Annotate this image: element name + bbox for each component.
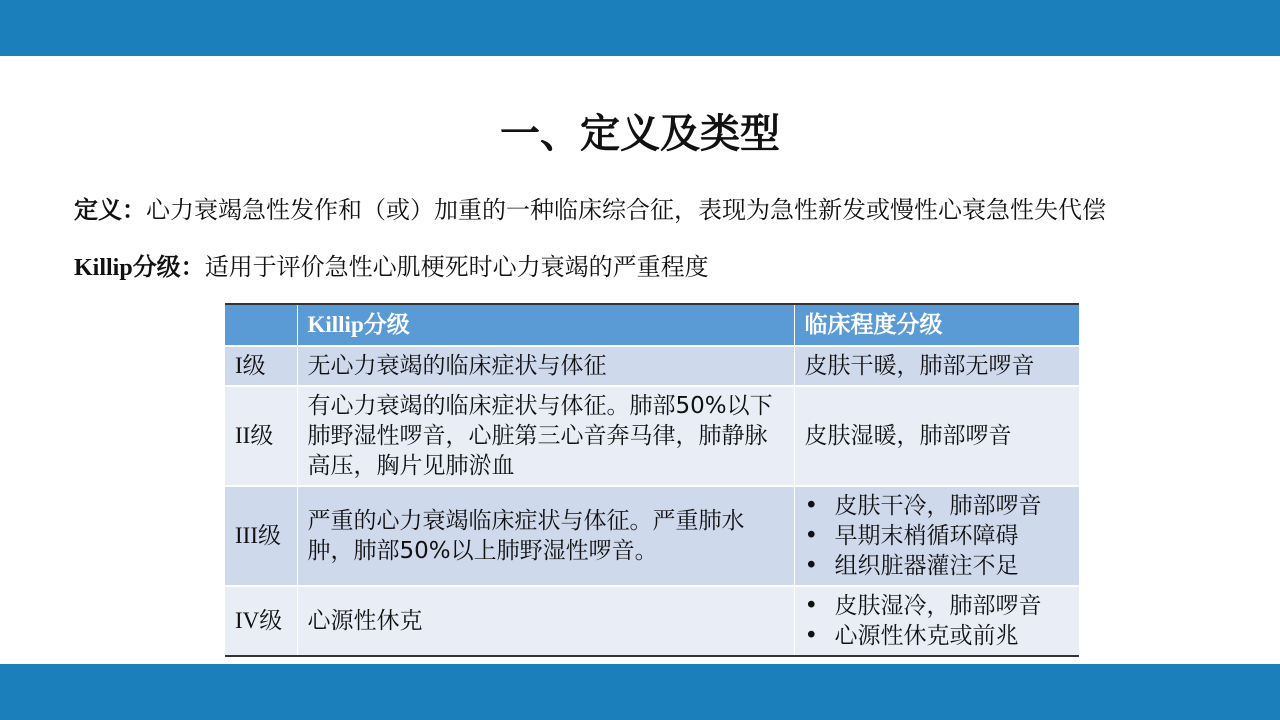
page-title: 一、定义及类型 [500, 111, 780, 157]
list-item: • 心源性休克或前兆 [805, 621, 1070, 651]
clinical-list [805, 491, 1070, 581]
definition-text: 心力衰竭急性发作和（或）加重的一种临床综合征，表现为急性新发或慢性心衰急性失代偿 [146, 196, 1106, 224]
level-roman: IV [235, 608, 260, 633]
description-cell: 严重的心力衰竭临床症状与体征。严重肺水肿，肺部50%以上肺野湿性啰音。 [297, 486, 794, 586]
clinical-cell: 皮肤干暖，肺部无啰音 [794, 346, 1079, 386]
level-roman: I [235, 353, 243, 378]
level-roman: III [235, 523, 258, 548]
level-cell [225, 386, 297, 486]
header-level [225, 304, 297, 346]
table-row [225, 386, 1079, 486]
definition-label: 定义： [74, 196, 146, 224]
header-killip-cn: 分级 [363, 312, 410, 338]
top-banner [0, 0, 1280, 56]
clinical-cell [794, 586, 1079, 656]
level-suffix: 级 [250, 423, 274, 449]
clinical-cell [794, 486, 1079, 586]
killip-label-cn: 分级： [132, 253, 205, 281]
clinical-cell: 皮肤湿暖，肺部啰音 [794, 386, 1079, 486]
killip-label-latin: Killip [74, 255, 133, 281]
header-killip [297, 304, 794, 346]
description-cell: 无心力衰竭的临床症状与体征 [297, 346, 794, 386]
description-cell: 有心力衰竭的临床症状与体征。肺部50%以下肺野湿性啰音，心脏第三心音奔马律，肺静脉高压，胸片见肺淤血 [297, 386, 794, 486]
table-row [225, 586, 1079, 656]
table-header-row [225, 304, 1079, 346]
bottom-banner [0, 664, 1280, 720]
definition-line [74, 192, 1264, 228]
killip-table [225, 303, 1079, 657]
header-clinical: 临床程度分级 [794, 304, 1079, 346]
level-cell [225, 486, 297, 586]
killip-intro-line [74, 249, 1264, 286]
level-suffix: 级 [257, 523, 281, 549]
level-cell [225, 346, 297, 386]
clinical-list [805, 591, 1070, 651]
list-item: • 组织脏器灌注不足 [805, 551, 1070, 581]
header-killip-latin: Killip [307, 312, 364, 337]
list-item: • 早期末梢循环障碍 [805, 521, 1070, 551]
level-suffix: 级 [259, 608, 283, 634]
description-cell: 心源性休克 [297, 586, 794, 656]
list-item: • 皮肤湿冷，肺部啰音 [805, 591, 1070, 621]
level-cell [225, 586, 297, 656]
level-roman: II [235, 423, 251, 448]
killip-intro-text: 适用于评价急性心肌梗死时心力衰竭的严重程度 [204, 253, 709, 281]
table-row [225, 346, 1079, 386]
level-suffix: 级 [242, 353, 266, 379]
table-row [225, 486, 1079, 586]
list-item: • 皮肤干冷，肺部啰音 [805, 491, 1070, 521]
